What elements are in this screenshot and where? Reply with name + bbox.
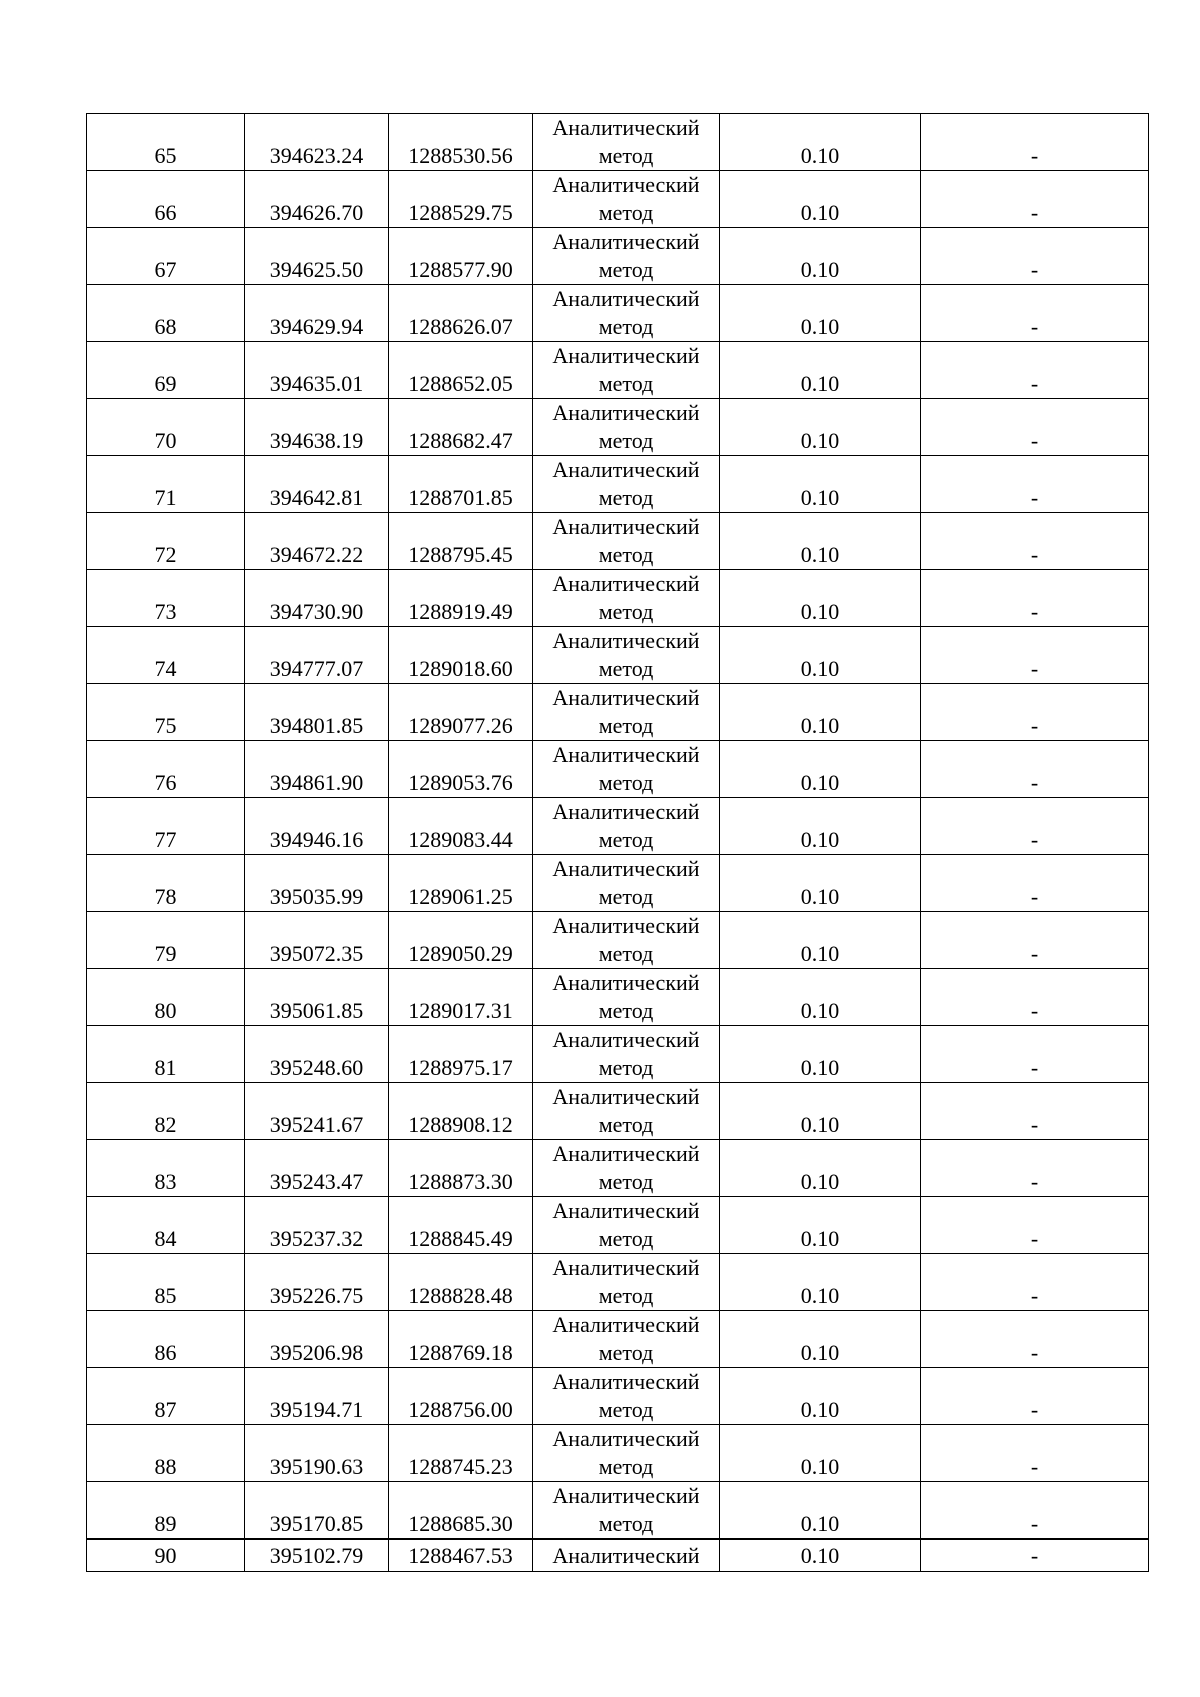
accuracy-cell: 0.10 [720, 1368, 921, 1425]
method-text: Аналитический [552, 1084, 700, 1109]
point-number-cell: 65 [87, 114, 245, 171]
point-number-cell: 79 [87, 912, 245, 969]
accuracy-cell: 0.10 [720, 855, 921, 912]
x-coordinate-cell: 394777.07 [245, 627, 389, 684]
accuracy-cell: 0.10 [720, 342, 921, 399]
description-cell: - [921, 1311, 1149, 1368]
accuracy-cell: 0.10 [720, 1140, 921, 1197]
x-coordinate-cell: 395194.71 [245, 1368, 389, 1425]
accuracy-cell: 0.10 [720, 684, 921, 741]
method-text: метод [598, 998, 654, 1023]
method-text: Аналитический [552, 514, 700, 539]
x-coordinate-cell: 394672.22 [245, 513, 389, 570]
method-text: Аналитический [552, 1369, 700, 1394]
method-text: метод [598, 542, 654, 567]
method-text: метод [598, 1169, 654, 1194]
method-cell [533, 912, 720, 969]
x-coordinate-cell: 394861.90 [245, 741, 389, 798]
method-text: метод [598, 1511, 654, 1536]
y-coordinate-cell: 1288908.12 [389, 1083, 533, 1140]
method-text: Аналитический [552, 343, 700, 368]
table-row [87, 456, 1149, 513]
method-cell [533, 1254, 720, 1311]
x-coordinate-cell: 395170.85 [245, 1482, 389, 1540]
point-number-cell: 83 [87, 1140, 245, 1197]
table-row [87, 1026, 1149, 1083]
description-cell: - [921, 570, 1149, 627]
method-cell [533, 399, 720, 456]
description-cell: - [921, 171, 1149, 228]
accuracy-cell: 0.10 [720, 570, 921, 627]
accuracy-cell: 0.10 [720, 228, 921, 285]
method-text: метод [598, 143, 654, 168]
description-cell: - [921, 228, 1149, 285]
method-cell [533, 684, 720, 741]
x-coordinate-cell: 395190.63 [245, 1425, 389, 1482]
point-number-cell: 70 [87, 399, 245, 456]
method-text: Аналитический [552, 229, 700, 254]
method-text: Аналитический [552, 172, 700, 197]
method-text: метод [598, 1226, 654, 1251]
table-row [87, 1539, 1149, 1572]
method-cell [533, 1140, 720, 1197]
accuracy-cell: 0.10 [720, 1197, 921, 1254]
method-cell [533, 1311, 720, 1368]
point-number-cell: 89 [87, 1482, 245, 1540]
method-text: Аналитический [552, 799, 700, 824]
table-row [87, 399, 1149, 456]
point-number-cell: 87 [87, 1368, 245, 1425]
point-number-cell: 76 [87, 741, 245, 798]
method-cell [533, 1539, 720, 1572]
point-number-cell: 90 [87, 1539, 245, 1572]
table-row [87, 1311, 1149, 1368]
accuracy-cell: 0.10 [720, 627, 921, 684]
x-coordinate-cell: 395035.99 [245, 855, 389, 912]
point-number-cell: 68 [87, 285, 245, 342]
method-text: метод [598, 656, 654, 681]
accuracy-cell: 0.10 [720, 798, 921, 855]
description-cell: - [921, 684, 1149, 741]
y-coordinate-cell: 1288577.90 [389, 228, 533, 285]
point-number-cell: 88 [87, 1425, 245, 1482]
description-cell: - [921, 1197, 1149, 1254]
method-text: Аналитический [552, 1426, 700, 1451]
y-coordinate-cell: 1289077.26 [389, 684, 533, 741]
table-row [87, 969, 1149, 1026]
method-text: метод [598, 1055, 654, 1080]
y-coordinate-cell: 1288626.07 [389, 285, 533, 342]
method-cell [533, 342, 720, 399]
point-number-cell: 71 [87, 456, 245, 513]
y-coordinate-cell: 1288529.75 [389, 171, 533, 228]
y-coordinate-cell: 1288919.49 [389, 570, 533, 627]
method-text: метод [598, 1112, 654, 1137]
accuracy-cell: 0.10 [720, 171, 921, 228]
method-text: Аналитический [552, 1198, 700, 1223]
method-cell [533, 969, 720, 1026]
method-text: метод [598, 1283, 654, 1308]
point-number-cell: 73 [87, 570, 245, 627]
accuracy-cell: 0.10 [720, 285, 921, 342]
description-cell: - [921, 1482, 1149, 1540]
y-coordinate-cell: 1288845.49 [389, 1197, 533, 1254]
method-text: метод [598, 827, 654, 852]
point-number-cell: 66 [87, 171, 245, 228]
table-row [87, 855, 1149, 912]
table-row [87, 1425, 1149, 1482]
table-row [87, 1140, 1149, 1197]
accuracy-cell: 0.10 [720, 1254, 921, 1311]
y-coordinate-cell: 1288795.45 [389, 513, 533, 570]
accuracy-cell: 0.10 [720, 1026, 921, 1083]
method-cell [533, 513, 720, 570]
y-coordinate-cell: 1289083.44 [389, 798, 533, 855]
x-coordinate-cell: 394946.16 [245, 798, 389, 855]
method-text: Аналитический [552, 1027, 700, 1052]
method-text: метод [598, 1340, 654, 1365]
x-coordinate-cell: 395102.79 [245, 1539, 389, 1572]
point-number-cell: 81 [87, 1026, 245, 1083]
point-number-cell: 69 [87, 342, 245, 399]
y-coordinate-cell: 1288756.00 [389, 1368, 533, 1425]
method-text: Аналитический [552, 286, 700, 311]
point-number-cell: 84 [87, 1197, 245, 1254]
table-row [87, 912, 1149, 969]
method-text: Аналитический [552, 685, 700, 710]
point-number-cell: 77 [87, 798, 245, 855]
y-coordinate-cell: 1288652.05 [389, 342, 533, 399]
method-cell [533, 171, 720, 228]
table-row [87, 513, 1149, 570]
x-coordinate-cell: 395206.98 [245, 1311, 389, 1368]
table-row [87, 342, 1149, 399]
method-text: Аналитический [552, 970, 700, 995]
accuracy-cell: 0.10 [720, 1425, 921, 1482]
x-coordinate-cell: 394623.24 [245, 114, 389, 171]
y-coordinate-cell: 1288975.17 [389, 1026, 533, 1083]
y-coordinate-cell: 1288682.47 [389, 399, 533, 456]
description-cell: - [921, 798, 1149, 855]
table-row [87, 798, 1149, 855]
accuracy-cell: 0.10 [720, 513, 921, 570]
table-row [87, 684, 1149, 741]
point-number-cell: 86 [87, 1311, 245, 1368]
method-cell [533, 228, 720, 285]
method-text: метод [598, 200, 654, 225]
y-coordinate-cell: 1289061.25 [389, 855, 533, 912]
x-coordinate-cell: 394801.85 [245, 684, 389, 741]
accuracy-cell: 0.10 [720, 969, 921, 1026]
description-cell: - [921, 456, 1149, 513]
accuracy-cell: 0.10 [720, 399, 921, 456]
table-row [87, 171, 1149, 228]
x-coordinate-cell: 395237.32 [245, 1197, 389, 1254]
method-text: метод [598, 713, 654, 738]
method-text: метод [598, 371, 654, 396]
method-text: Аналитический [552, 457, 700, 482]
description-cell: - [921, 1539, 1149, 1572]
coordinates-table [86, 113, 1149, 1572]
method-cell [533, 1425, 720, 1482]
table-row [87, 1254, 1149, 1311]
description-cell: - [921, 969, 1149, 1026]
method-cell [533, 1197, 720, 1254]
accuracy-cell: 0.10 [720, 912, 921, 969]
y-coordinate-cell: 1289050.29 [389, 912, 533, 969]
table-row [87, 570, 1149, 627]
x-coordinate-cell: 395061.85 [245, 969, 389, 1026]
y-coordinate-cell: 1288701.85 [389, 456, 533, 513]
method-text: метод [598, 1397, 654, 1422]
table-row [87, 285, 1149, 342]
table-row [87, 1368, 1149, 1425]
method-cell [533, 627, 720, 684]
accuracy-cell: 0.10 [720, 741, 921, 798]
method-cell [533, 798, 720, 855]
method-cell [533, 741, 720, 798]
method-text: метод [598, 314, 654, 339]
point-number-cell: 72 [87, 513, 245, 570]
x-coordinate-cell: 395248.60 [245, 1026, 389, 1083]
x-coordinate-cell: 394730.90 [245, 570, 389, 627]
x-coordinate-cell: 394642.81 [245, 456, 389, 513]
method-text: Аналитический [552, 400, 700, 425]
method-text: метод [598, 884, 654, 909]
x-coordinate-cell: 394626.70 [245, 171, 389, 228]
description-cell: - [921, 627, 1149, 684]
accuracy-cell: 0.10 [720, 456, 921, 513]
x-coordinate-cell: 395226.75 [245, 1254, 389, 1311]
point-number-cell: 82 [87, 1083, 245, 1140]
x-coordinate-cell: 395243.47 [245, 1140, 389, 1197]
method-text: метод [598, 485, 654, 510]
description-cell: - [921, 114, 1149, 171]
method-text: Аналитический [552, 571, 700, 596]
method-text: метод [598, 599, 654, 624]
table-row [87, 741, 1149, 798]
accuracy-cell: 0.10 [720, 1539, 921, 1572]
y-coordinate-cell: 1288530.56 [389, 114, 533, 171]
point-number-cell: 74 [87, 627, 245, 684]
description-cell: - [921, 399, 1149, 456]
method-text: Аналитический [552, 1542, 700, 1568]
x-coordinate-cell: 395072.35 [245, 912, 389, 969]
method-cell [533, 1368, 720, 1425]
description-cell: - [921, 912, 1149, 969]
method-text: Аналитический [552, 1483, 700, 1508]
x-coordinate-cell: 394638.19 [245, 399, 389, 456]
y-coordinate-cell: 1288467.53 [389, 1539, 533, 1572]
table-row [87, 1482, 1149, 1540]
description-cell: - [921, 1083, 1149, 1140]
method-text: Аналитический [552, 913, 700, 938]
description-cell: - [921, 1425, 1149, 1482]
y-coordinate-cell: 1288769.18 [389, 1311, 533, 1368]
y-coordinate-cell: 1289053.76 [389, 741, 533, 798]
method-cell [533, 1026, 720, 1083]
method-cell [533, 114, 720, 171]
method-cell [533, 1482, 720, 1540]
table-row [87, 228, 1149, 285]
description-cell: - [921, 342, 1149, 399]
y-coordinate-cell: 1288685.30 [389, 1482, 533, 1540]
method-text: Аналитический [552, 1255, 700, 1280]
method-text: Аналитический [552, 1312, 700, 1337]
method-text: Аналитический [552, 856, 700, 881]
y-coordinate-cell: 1288828.48 [389, 1254, 533, 1311]
accuracy-cell: 0.10 [720, 1482, 921, 1540]
point-number-cell: 78 [87, 855, 245, 912]
method-cell [533, 456, 720, 513]
method-text: метод [598, 257, 654, 282]
point-number-cell: 67 [87, 228, 245, 285]
point-number-cell: 75 [87, 684, 245, 741]
description-cell: - [921, 1140, 1149, 1197]
method-text: Аналитический [552, 115, 700, 140]
accuracy-cell: 0.10 [720, 1311, 921, 1368]
accuracy-cell: 0.10 [720, 1083, 921, 1140]
method-text: метод [598, 428, 654, 453]
y-coordinate-cell: 1288873.30 [389, 1140, 533, 1197]
accuracy-cell: 0.10 [720, 114, 921, 171]
description-cell: - [921, 513, 1149, 570]
y-coordinate-cell: 1289017.31 [389, 969, 533, 1026]
point-number-cell: 85 [87, 1254, 245, 1311]
point-number-cell: 80 [87, 969, 245, 1026]
table-row [87, 1083, 1149, 1140]
method-cell [533, 1083, 720, 1140]
table-row [87, 1197, 1149, 1254]
y-coordinate-cell: 1288745.23 [389, 1425, 533, 1482]
description-cell: - [921, 285, 1149, 342]
x-coordinate-cell: 395241.67 [245, 1083, 389, 1140]
method-text: метод [598, 1454, 654, 1479]
method-cell [533, 855, 720, 912]
method-text: Аналитический [552, 742, 700, 767]
x-coordinate-cell: 394635.01 [245, 342, 389, 399]
method-cell [533, 285, 720, 342]
description-cell: - [921, 1368, 1149, 1425]
method-text: Аналитический [552, 1141, 700, 1166]
coordinates-table-body [87, 114, 1149, 1572]
method-text: метод [598, 770, 654, 795]
method-cell [533, 570, 720, 627]
y-coordinate-cell: 1289018.60 [389, 627, 533, 684]
table-row [87, 627, 1149, 684]
description-cell: - [921, 1026, 1149, 1083]
method-text: метод [598, 941, 654, 966]
table-row [87, 114, 1149, 171]
x-coordinate-cell: 394625.50 [245, 228, 389, 285]
description-cell: - [921, 741, 1149, 798]
method-text: Аналитический [552, 628, 700, 653]
x-coordinate-cell: 394629.94 [245, 285, 389, 342]
description-cell: - [921, 1254, 1149, 1311]
description-cell: - [921, 855, 1149, 912]
